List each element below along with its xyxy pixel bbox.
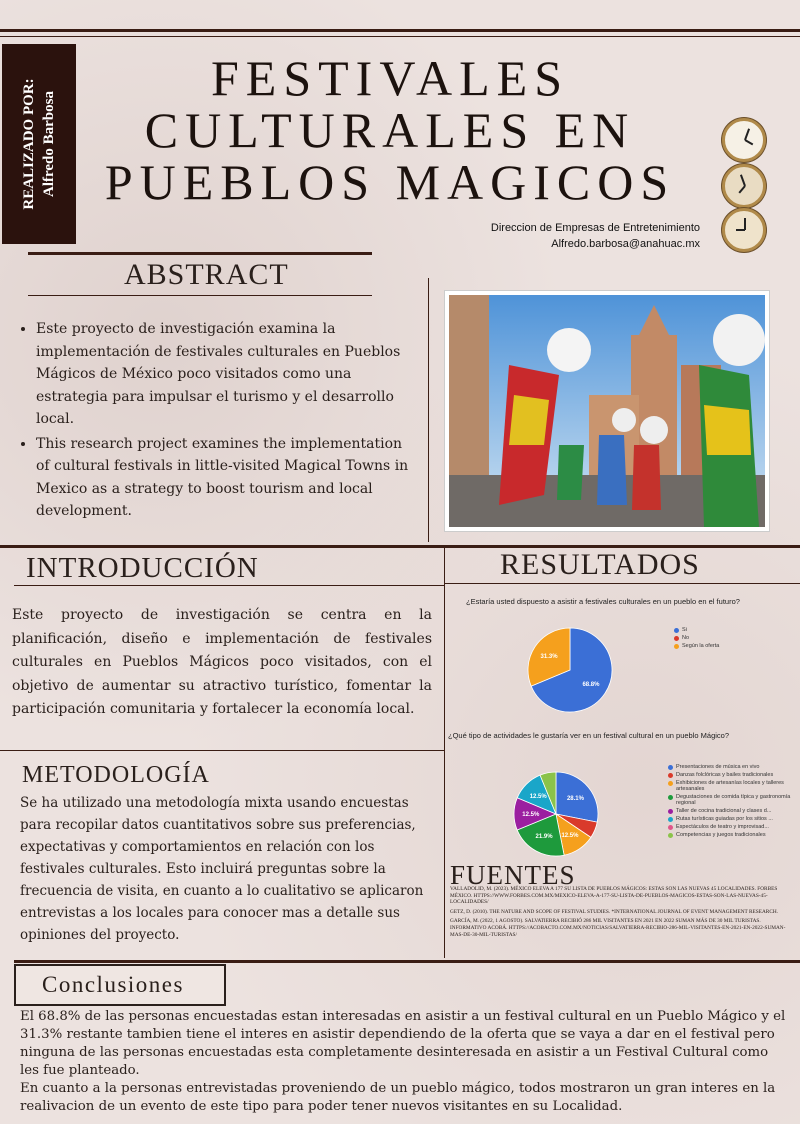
- abstract-item-en: • This research project examines the implementation of cultural festivals in little-visited Magical Towns in Mexico as a strategy to boost tourism and local development.: [36, 433, 420, 523]
- clock-icon: [722, 164, 766, 208]
- legend-swatch: [668, 809, 673, 814]
- abstract-body: [14, 318, 420, 525]
- email: Alfredo.barbosa@anahuac.mx: [551, 238, 700, 250]
- legend-entry: [674, 627, 794, 633]
- conclusiones-heading: Conclusiones: [42, 972, 184, 997]
- legend-entry: [668, 816, 794, 822]
- abstract-item-es: • Este proyecto de investigación examina la implementación de festivales culturales en Pueblos Mágicos de México poco visitados como una estrategia para impulsar el turismo y el desarrollo local.: [36, 318, 420, 431]
- legend-entry: [674, 635, 794, 641]
- legend-label: Si: [682, 627, 687, 633]
- introduccion-rule: [14, 585, 444, 586]
- title-line-2: CULTURALES EN: [144, 102, 636, 158]
- clock-icon: [722, 208, 766, 252]
- legend-swatch: [668, 773, 673, 778]
- legend-swatch: [668, 765, 673, 770]
- slice-label: 12.5%: [522, 811, 540, 818]
- author-box: [2, 44, 76, 244]
- legend-entry: [668, 780, 794, 792]
- introduccion-heading: INTRODUCCIÓN: [26, 552, 259, 584]
- legend-label: No: [682, 635, 690, 641]
- legend-label: Espectáculos de teatro y improvisad...: [676, 824, 769, 830]
- legend-swatch: [668, 817, 673, 822]
- legend-swatch: [674, 628, 679, 633]
- abstract-vertical-rule: [428, 278, 429, 542]
- legend-entry: [668, 808, 794, 814]
- fuentes-list: [450, 886, 795, 941]
- top-rule: [0, 29, 800, 32]
- abstract-heading: ABSTRACT: [124, 258, 289, 291]
- legend-label: Taller de cocina tradicional y clases d...: [676, 808, 772, 814]
- author-name: Alfredo Barbosa: [41, 91, 57, 197]
- conclusiones-box: [14, 964, 226, 1006]
- resultados-heading: RESULTADOS: [500, 548, 700, 581]
- chart2-legend: [668, 764, 794, 840]
- legend-label: Degustaciones de comida típica y gastronomía regional: [676, 794, 791, 806]
- chart2-pie: [506, 764, 606, 864]
- slice-label: 28.1%: [566, 795, 584, 802]
- legend-entry: [668, 772, 794, 778]
- legend-swatch: [668, 781, 673, 786]
- metodologia-text: Se ha utilizado una metodología mixta usando encuestas para recopilar datos cuantitativos sobre sus preferencias, expectativas y comportamientos en relación con los festivales culturales. Esto incluirá preguntas sobre la frecuencia de visita, en cuanto a lo cualitativo se aplicaron entrevistas a los locales para conocer mas a detalle sus opiniones del proyecto.: [20, 795, 424, 943]
- author-label: REALIZADO POR:: [21, 78, 37, 210]
- chart1-question: ¿Estaría usted dispuesto a asistir a festivales culturales en un pueblo en el futuro?: [466, 597, 740, 606]
- fuente-1: VALLADOLID, M. (2023). MÉXICO ELEVA A 177 SU LISTA DE PUEBLOS MÁGICOS: ESTAS SON LAS NUEVAS 45 LOCALIDADES. FORBES MÉXICO. HTTPS://WWW.FORBES.COM.MX/MEXICO-ELEVA-A-177-SU-LISTA-DE-PUEBLOS-MAGICOS-ESTAS-SON-LAS-NUEVAS-45-LOCALIDADES/: [450, 886, 778, 906]
- chart1-legend: [674, 627, 794, 651]
- slice-label: 68.8%: [582, 681, 600, 688]
- clock-icon: [722, 118, 766, 162]
- slice-label: 12.5%: [529, 794, 547, 801]
- legend-swatch: [668, 795, 673, 800]
- introduccion-text: Este proyecto de investigación se centra en la planificación, diseño e implementación de festivales culturales en Pueblos Mágicos poco visitados, con el objetivo de aumentar su atractivo turístico, fomentar la participación comunitaria y fortalecer la economía local.: [12, 607, 432, 717]
- legend-label: Danzas folclóricas y bailes tradicionales: [676, 772, 774, 778]
- title-line-1: FESTIVALES: [210, 50, 569, 106]
- chart1-pie: [520, 620, 620, 720]
- dancers-illustration: [449, 295, 765, 527]
- legend-label: Rutas turísticas guiadas por los sitios ...: [676, 816, 773, 822]
- title-line-3: PUEBLOS MAGICOS: [104, 154, 676, 210]
- slice-label: 31.3%: [540, 654, 558, 661]
- slice-label: 12.5%: [561, 832, 579, 839]
- legend-swatch: [674, 636, 679, 641]
- festival-photo: [444, 290, 770, 532]
- poster-title: [80, 52, 700, 208]
- results-vertical-rule: [444, 548, 445, 958]
- metodologia-top-rule: [0, 750, 444, 751]
- fuentes-heading: FUENTES: [450, 860, 576, 890]
- chart2-question: ¿Qué tipo de actividades le gustaría ver en un festival cultural en un pueblo Mágico?: [448, 731, 730, 740]
- legend-label: Exhibiciones de artesanías locales y talleres artesanales: [676, 780, 784, 792]
- affiliation: [440, 220, 700, 252]
- legend-entry: [668, 794, 794, 806]
- legend-entry: [668, 832, 794, 838]
- top-rule-thin: [0, 36, 800, 37]
- legend-entry: [674, 643, 794, 649]
- legend-swatch: [668, 825, 673, 830]
- abstract-bottom-rule: [28, 295, 372, 296]
- legend-swatch: [668, 833, 673, 838]
- conclusiones-rule: [14, 960, 800, 963]
- legend-entry: [668, 824, 794, 830]
- fuente-3: GARCÍA, M. (2022, 1 AGOSTO). SALVATIERRA RECIBIÓ 286 MIL VISITANTES EN 2021 EN 2022 SUMAN MÁS DE 30 MIL TURISTAS. INFORMATIVO ACOBÁ. HTTPS://ACOBACTO.COM.MX/NOTICIAS/SALVATIERRA-RECIBIO-286-MIL-VISITANTES-EN-2021-EN-2022-SUMAN-MAS-DE-30-MIL-TURISTAS/: [450, 918, 786, 938]
- conclusiones-p1: El 68.8% de las personas encuestadas estan interesadas en asistir a un festival cultural en un Pueblo Mágico y el 31.3% restante tambien tiene el interes en asistir dependiendo de la oferta que se vaya a dar en el festival pero ninguna de las personas encuestadas esta completamente desinteresada en asistir a un Festival Cultural como les fue planteado.: [20, 1009, 786, 1078]
- legend-label: Según la oferta: [682, 643, 720, 649]
- legend-label: Competencias y juegos tradicionales: [676, 832, 766, 838]
- legend-label: Presentaciones de música en vivo: [676, 764, 760, 770]
- department: Direccion de Empresas de Entretenimiento: [490, 222, 700, 234]
- fuente-2: GETZ, D. (2010). THE NATURE AND SCOPE OF FESTIVAL STUDIES. *INTERNATIONAL JOURNAL OF EVENT MANAGEMENT RESEARCH.: [450, 908, 779, 915]
- abstract-top-rule: [28, 252, 372, 255]
- resultados-rule: [444, 583, 800, 584]
- metodologia-heading: METODOLOGÍA: [22, 762, 210, 788]
- legend-entry: [668, 764, 794, 770]
- legend-swatch: [674, 644, 679, 649]
- conclusiones-text: [20, 1008, 790, 1116]
- slice-label: 21.9%: [535, 834, 553, 841]
- conclusiones-p2: En cuanto a la personas entrevistadas proveniendo de un pueblo mágico, todos mostraron un gran interes en la realivacion de un evento de este tipo para poder tener nuevos visitantes en su Localidad.: [20, 1081, 776, 1114]
